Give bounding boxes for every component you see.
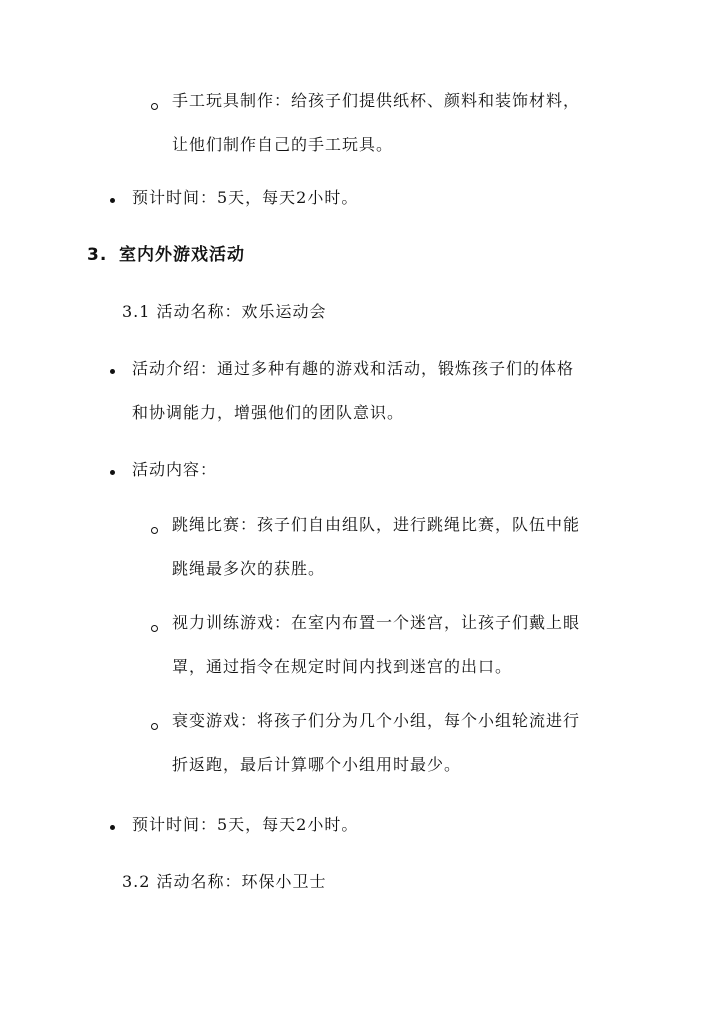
activity-content-label: 活动内容：: [132, 460, 218, 479]
activity-intro-line1: 活动介绍：通过多种有趣的游戏和活动，锻炼孩子们的体格: [132, 359, 575, 378]
bullet-icon: [110, 198, 115, 203]
sub-item-jump-rope-line2: 跳绳最多次的获胜。: [172, 559, 326, 578]
sub-item-vision-line2: 罩，通过指令在规定时间内找到迷宫的出口。: [172, 657, 513, 676]
bullet-icon: [110, 825, 115, 830]
sub-item-handmade-toys-line1: 手工玩具制作：给孩子们提供纸杯、颜料和装饰材料，: [172, 91, 581, 110]
section-3-title: 室内外游戏活动: [119, 245, 245, 265]
sub-item-decay-line2: 折返跑，最后计算哪个小组用时最少。: [172, 755, 462, 774]
sub-bullet-icon: [151, 723, 158, 730]
sub-bullet-icon: [151, 103, 158, 110]
subsection-3-2: 3.2 活动名称：环保小卫士: [122, 872, 327, 891]
sub-item-vision-line1: 视力训练游戏：在室内布置一个迷宫，让孩子们戴上眼: [172, 613, 581, 632]
section-3-number: 3.: [87, 245, 108, 265]
subsection-3-1: 3.1 活动名称：欢乐运动会: [122, 302, 327, 321]
sub-item-decay-line1: 衰变游戏：将孩子们分为几个小组，每个小组轮流进行: [172, 711, 581, 730]
sub-item-handmade-toys-line2: 让他们制作自己的手工玩具。: [172, 135, 394, 154]
bullet-icon: [110, 470, 115, 475]
time-estimate-1: 预计时间：5天，每天2小时。: [132, 188, 359, 207]
time-estimate-2: 预计时间：5天，每天2小时。: [132, 815, 359, 834]
sub-bullet-icon: [151, 527, 158, 534]
bullet-icon: [110, 369, 115, 374]
sub-bullet-icon: [151, 625, 158, 632]
activity-intro-line2: 和协调能力，增强他们的团队意识。: [132, 403, 405, 422]
sub-item-jump-rope-line1: 跳绳比赛：孩子们自由组队，进行跳绳比赛，队伍中能: [172, 515, 581, 534]
